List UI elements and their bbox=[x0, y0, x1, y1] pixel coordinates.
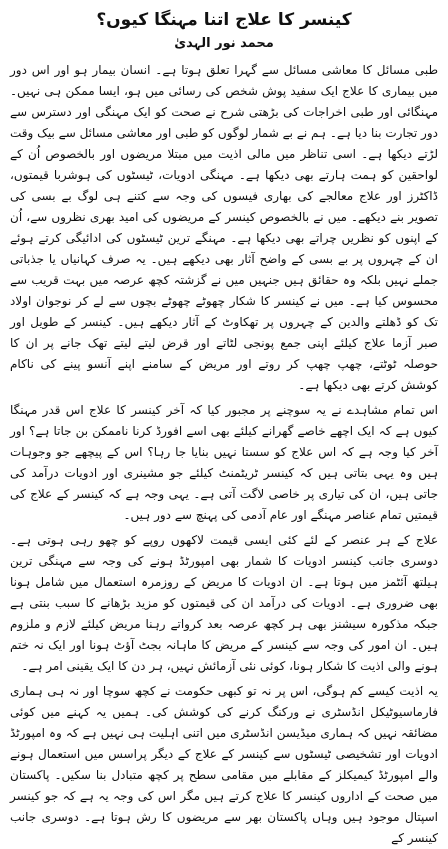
paragraph-4: یہ اذیت کیسے کم ہوگی، اس پر نہ تو کبھی حکومت نے کچھ سوچا اور نہ ہی ہماری فارماسیوٹیکل انڈسٹری نے ورکنگ کرنے کی کوشش کی۔ ہمیں یہ کہنے میں کوئی مضائقہ نہیں کہ ہماری میڈیسن انڈسٹری میں اتنی اہلیت ہی نہیں ہے کہ وہ امپورٹڈ ادویات اور تشخیصی ٹیسٹوں سے کینسر کے علاج کے دیگر پراسس میں استعمال ہونے والے امپورٹڈ کیمیکلز کے مقابلے میں مقامی سطح پر کچھ متبادل بنا سکیں۔ پاکستان میں صحت کے اداروں کینسر کا علاج کرتے ہیں مگر اس کی وجہ یہ ہے کہ جو کینسر اسپتال موجود ہیں وہاں پاکستان بھر سے مریضوں کا رش ہوتا ہے۔ دوسری جانب کینسر کے bbox=[10, 684, 438, 845]
paragraph-3: علاج کے ہر عنصر کے لئے کئی ایسی قیمت لاکھوں روپے کو چھو رہی ہوتی ہے۔ دوسری جانب کینسر ادویات کا شمار بھی امپورٹڈ ہونے کی وجہ سے مہنگی ترین ہیلتھ آئٹمز میں ہوتا ہے۔ ان ادویات کا مریض کے روزمرہ استعمال میں شامل ہونا بھی ضروری ہے۔ ادویات کی درآمد ان کی قیمتوں کو مزید بڑھانے کا سبب بنتی ہے جبکہ مذکورہ سیشنز بھی ہر کچھ عرصہ بعد کرواتے رہنا مریض کیلئے لازم و ملزوم ہیں۔ ان امور کی وجہ سے کینسر کے مریض کا ماہانہ بجٹ آؤٹ ہونا اور ایک نہ ختم ہونے والی اذیت کا شکار ہونا، کوئی نئی آزمائش نہیں، ہر دن کا ایک یقینی امر ہے۔ bbox=[10, 533, 438, 673]
paragraph-1: طبی مسائل کا معاشی مسائل سے گہرا تعلق ہوتا ہے۔ انسان بیمار ہو اور اس دور میں بیماری کا علاج ایک سفید پوش شخص کی رسائی میں ہو، ایسا ممکن ہی نہیں۔ مہنگائی اور طبی اخراجات کی بڑھتی شرح نے صحت کو ایک مہنگی اور دسترس سے دور تجارت بنا دیا ہے۔ ہم نے بے شمار لوگوں کو طبی اور معاشی مسائل سے بیک وقت لڑتے دیکھا ہے۔ اسی تناظر میں مالی اذیت میں مبتلا مریضوں اور بالخصوص اُن کے لواحقین کو ہمت ہارتے بھی دیکھا ہے۔ مہنگی ادویات، ٹیسٹوں کی ہوشربا قیمتوں، ڈاکٹرز اور علاج معالجے کی بھاری فیسوں کی وجہ سے کتنے ہی لوگ بے بسی کی تصویر بنے دیکھے۔ میں نے بالخصوص کینسر کے مریضوں کی امید بھری نظروں سے، اُن کے اپنوں کو نظریں چراتے بھی دیکھا ہے۔ مہنگے ترین ٹیسٹوں کی ادائیگی کرتے ہوئے ان کے چہروں پر بے بسی کے واضح آثار بھی دیکھے ہیں۔ یہ صرف کہانیاں یا جذباتی جملے نہیں بلکہ وہ حقائق ہیں جنہیں میں نے گزشتہ کچھ عرصہ میں بہت قریب سے محسوس کیا ہے۔ میں نے کینسر کا شکار چھوٹے چھوٹے بچوں سے لے کر نوجوان اولاد تک کو ڈھلتے والدین کے چہروں پر تھکاوٹ کے آثار دیکھے ہیں۔ کینسر کے طویل اور صبر آزما علاج کیلئے اپنی جمع پونجی لٹاتے اور قرض لیتے لیتے تھک جانے پر ان کا حوصلہ ٹوٹتے، چھپ چھپ کر روتے اور مریض کے سامنے اپنے آنسو پینے کی ناکام کوشش کرتے بھی دیکھا ہے۔ bbox=[10, 63, 438, 392]
article-title: کینسر کا علاج اتنا مہنگا کیوں؟ bbox=[96, 10, 352, 30]
paragraph-2: اس تمام مشاہدے نے یہ سوچنے پر مجبور کیا کہ آخر کینسر کا علاج اس قدر مہنگا کیوں ہے کہ ایک اچھے خاصے گھرانے کیلئے بھی اسے افورڈ کرنا ناممکن بن جاتا ہے؟ اور آخر کیا وجہ ہے کہ اس علاج کو سستا نہیں بنایا جا رہا؟ اس کے پیچھے جو وجوہات ہیں وہ یہی بتاتی ہیں کہ کینسر ٹریٹمنٹ کیلئے جو مشینری اور ادویات درآمد کی جاتی ہیں، ان کی تیاری پر خاصی لاگت آتی ہے۔ یہی وجہ ہے کہ کینسر کے علاج کی قیمتیں تمام عناصر مہنگے اور عام آدمی کی پہنچ سے دور ہیں۔ bbox=[10, 403, 438, 522]
article-author: محمد نور الہدیٰ bbox=[174, 36, 274, 51]
